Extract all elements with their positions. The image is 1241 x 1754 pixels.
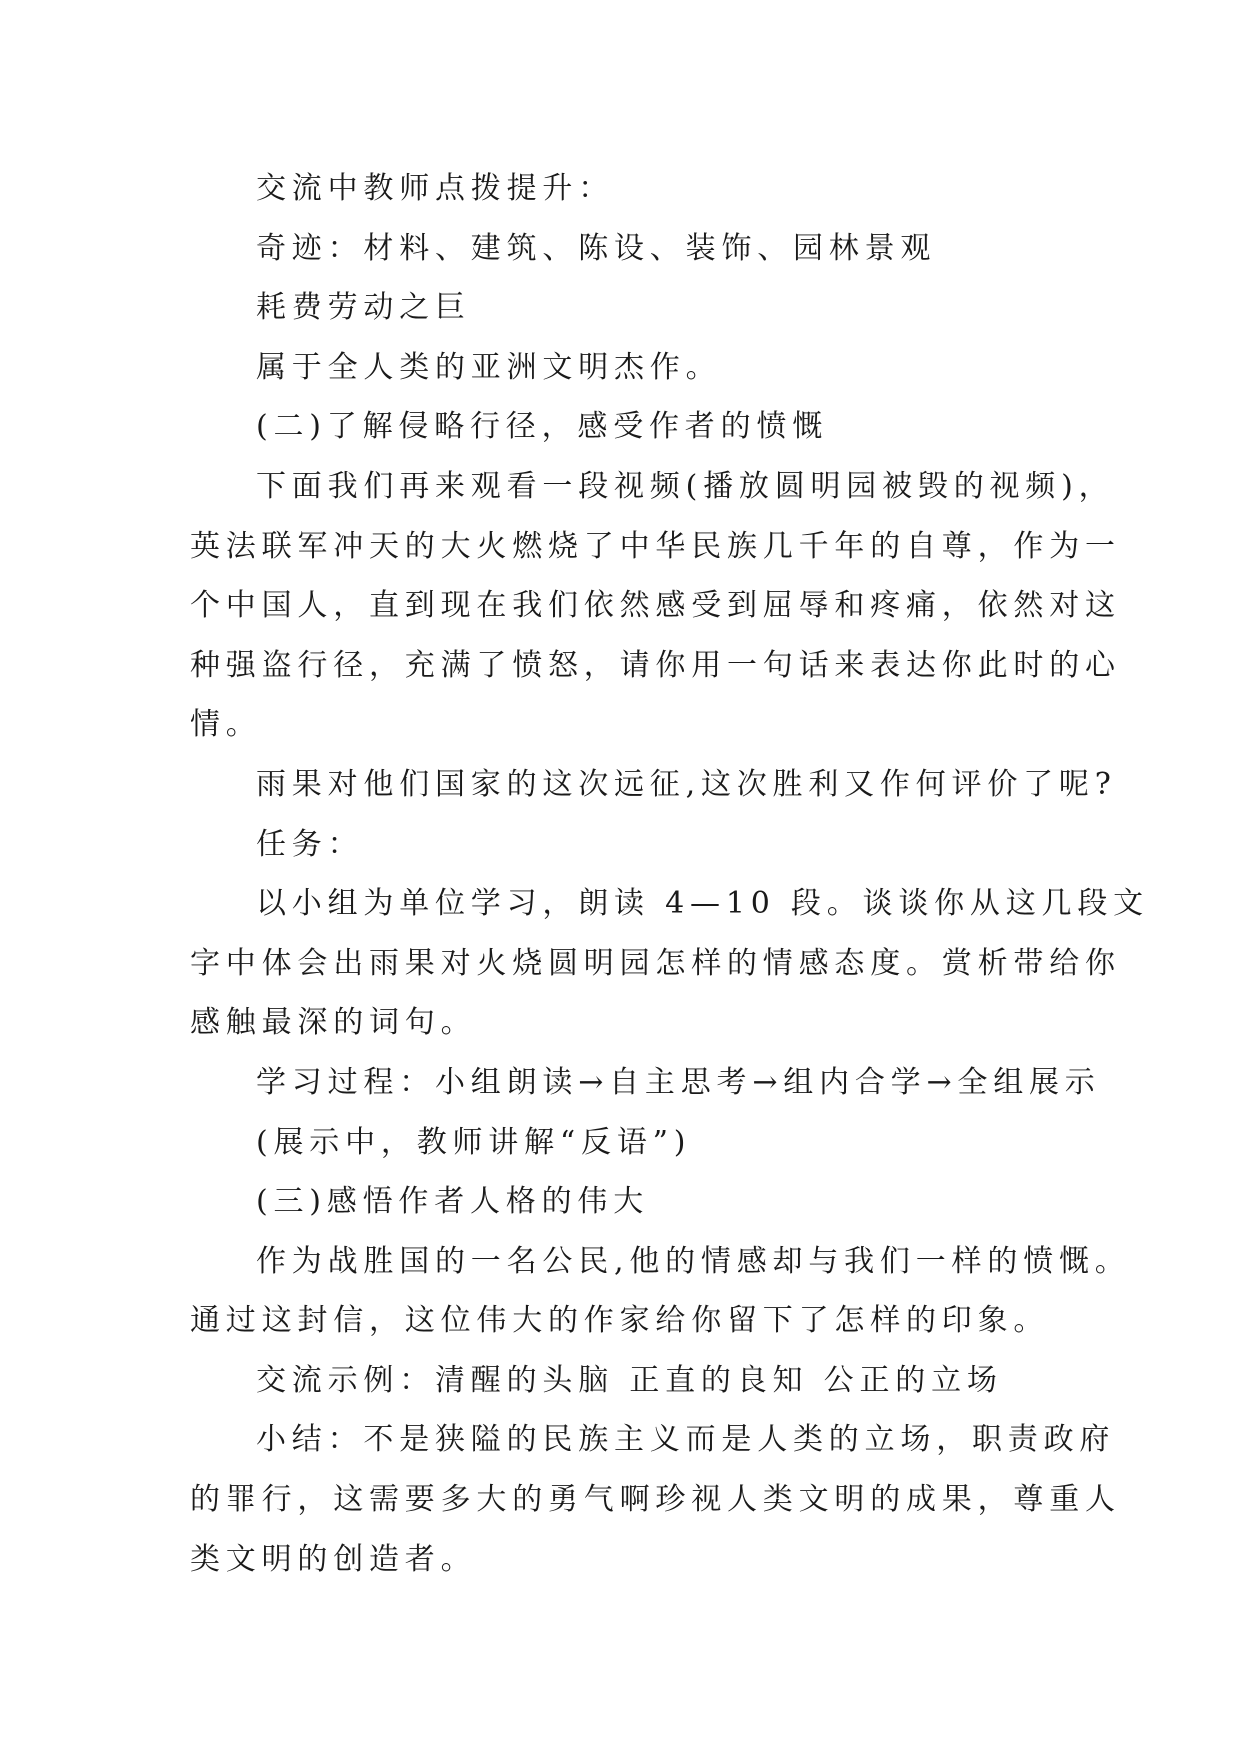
paragraph-line-indented: 奇迹：材料、建筑、陈设、装饰、园林景观 [256,230,937,266]
paragraph-line: 的罪行，这需要多大的勇气啊珍视人类文明的成果，尊重人 [190,1482,1121,1518]
paragraph-line-indented: 交流示例：清醒的头脑 正直的良知 公正的立场 [256,1362,1003,1398]
paragraph-line: 感触最深的词句。 [190,1005,477,1041]
paragraph-line-indented: 学习过程：小组朗读→自主思考→组内合学→全组展示 [256,1064,1101,1100]
paragraph-line: 种强盗行径，充满了愤怒，请你用一句话来表达你此时的心 [190,647,1121,683]
paragraph-line: 个中国人，直到现在我们依然感受到屈辱和疼痛，依然对这 [190,588,1121,624]
paragraph-line-indented: (展示中，教师讲解“反语”) [256,1124,692,1160]
paragraph-line-indented: (三)感悟作者人格的伟大 [256,1184,650,1220]
paragraph-line: 通过这封信，这位伟大的作家给你留下了怎样的印象。 [190,1303,1050,1339]
paragraph-line-indented: 以小组为单位学习，朗读 4—10 段。谈谈你从这几段文 [256,886,1149,922]
paragraph-line: 情。 [190,707,262,743]
paragraph-line: 类文明的创造者。 [190,1541,477,1577]
paragraph-line-indented: 属于全人类的亚洲文明杰作。 [256,349,722,385]
paragraph-line-indented: 雨果对他们国家的这次远征,这次胜利又作何评价了呢? [256,766,1117,802]
paragraph-line: 字中体会出雨果对火烧圆明园怎样的情感态度。赏析带给你 [190,945,1121,981]
paragraph-line-indented: 作为战胜国的一名公民,他的情感却与我们一样的愤慨。 [256,1243,1131,1279]
document-body [190,159,1149,1589]
paragraph-line-indented: (二)了解侵略行径，感受作者的愤慨 [256,409,829,445]
paragraph-line-indented: 交流中教师点拨提升： [256,171,614,206]
paragraph-line: 英法联军冲天的大火燃烧了中华民族几千年的自尊，作为一 [190,528,1121,564]
paragraph-line-indented: 耗费劳动之巨 [256,290,471,326]
paragraph-line-indented: 下面我们再来观看一段视频(播放圆明园被毁的视频)， [256,468,1115,504]
paragraph-line-indented: 任务： [256,826,364,862]
paragraph-line-indented: 小结：不是狭隘的民族主义而是人类的立场，职责政府 [256,1422,1116,1458]
